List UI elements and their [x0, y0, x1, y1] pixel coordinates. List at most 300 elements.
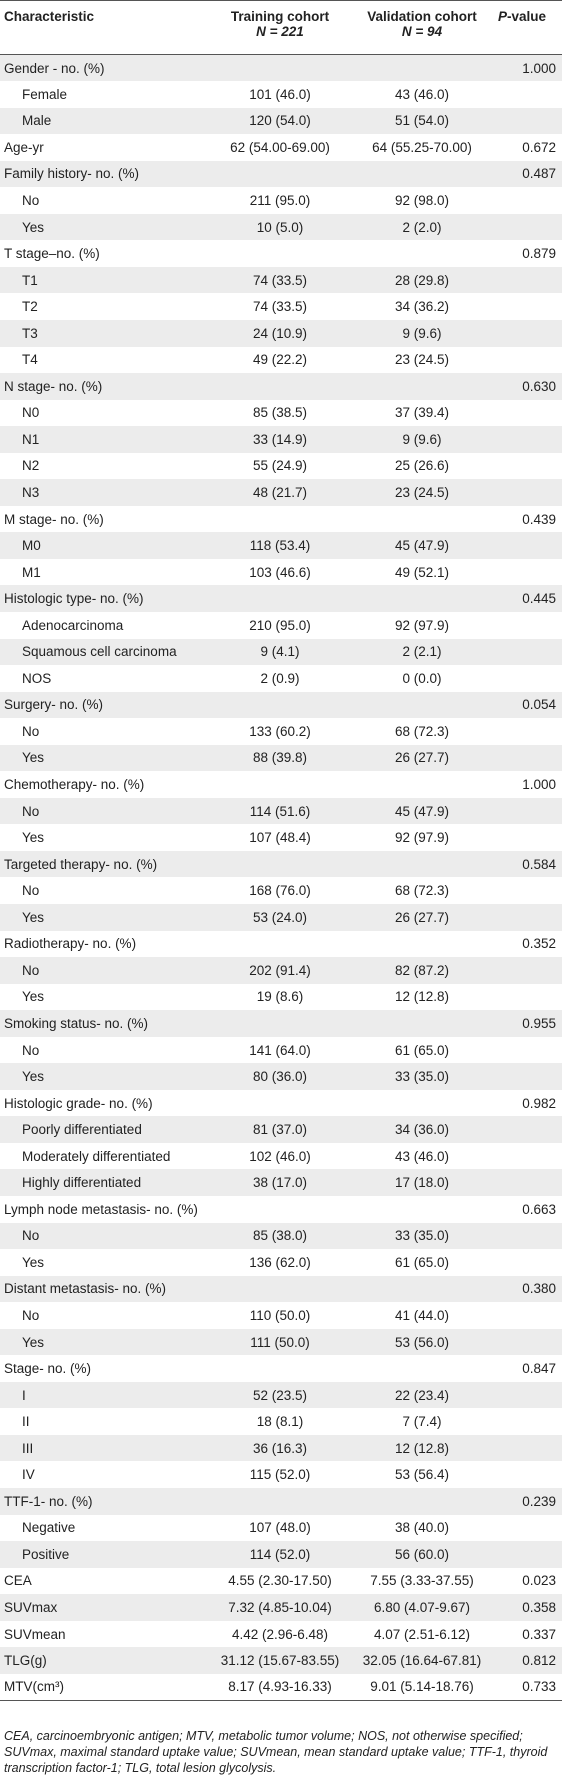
p-value: 0.672	[522, 139, 556, 155]
row-label: Negative	[22, 1520, 76, 1536]
p-value	[494, 1382, 562, 1409]
p-value	[494, 1037, 562, 1064]
validation-cohort-value: 9.01 (5.14-18.76)	[350, 1674, 494, 1701]
validation-cohort-value: 26 (27.7)	[394, 750, 450, 766]
validation-cohort-value: 22 (23.4)	[394, 1387, 450, 1403]
table-row-subcategory	[0, 267, 562, 294]
validation-cohort-value: 49 (52.1)	[394, 564, 450, 580]
p-value	[494, 267, 562, 294]
row-label: No	[22, 803, 40, 819]
row-label: M stage- no. (%)	[4, 511, 104, 527]
table-row-characteristic	[0, 1621, 562, 1648]
validation-cohort-value: 43 (46.0)	[394, 86, 450, 102]
validation-cohort-value: 38 (40.0)	[394, 1520, 450, 1536]
table-row-characteristic	[0, 1647, 562, 1674]
header-characteristic: Characteristic	[0, 1, 210, 55]
row-label: T2	[22, 299, 38, 315]
p-value	[494, 479, 562, 506]
p-value	[494, 639, 562, 666]
table-row-subcategory	[0, 187, 562, 214]
validation-cohort-value: 82 (87.2)	[394, 962, 450, 978]
validation-cohort-value: 43 (46.0)	[394, 1148, 450, 1164]
row-label: Moderately differentiated	[22, 1148, 171, 1164]
table-row-subcategory	[0, 612, 562, 639]
training-cohort-value: 85 (38.5)	[252, 405, 308, 421]
validation-cohort-value: 37 (39.4)	[394, 405, 450, 421]
training-cohort-value: 110 (50.0)	[249, 1307, 311, 1323]
row-label: Targeted therapy- no. (%)	[4, 856, 158, 872]
validation-cohort-value	[350, 771, 494, 798]
table-row-subcategory	[0, 559, 562, 586]
p-value: 0.054	[522, 697, 556, 713]
validation-cohort-value	[350, 692, 494, 719]
validation-cohort-value: 0 (0.0)	[402, 670, 442, 686]
row-label: N2	[22, 458, 40, 474]
training-cohort-value: 114 (51.6)	[249, 803, 311, 819]
training-cohort-value: 141 (64.0)	[249, 1042, 311, 1058]
training-cohort-value: 10 (5.0)	[256, 219, 304, 235]
p-value: 0.352	[522, 936, 556, 952]
p-value	[494, 957, 562, 984]
training-cohort-value: 24 (10.9)	[252, 325, 308, 341]
p-value	[494, 824, 562, 851]
p-value	[494, 745, 562, 772]
training-cohort-value: 31.12 (15.67-83.55)	[220, 1653, 340, 1669]
table-row-subcategory	[0, 718, 562, 745]
row-label: Histologic grade- no. (%)	[4, 1095, 153, 1111]
table-row-subcategory	[0, 1461, 562, 1488]
validation-cohort-value	[350, 585, 494, 612]
training-cohort-value	[210, 1090, 350, 1117]
table-row-subcategory	[0, 347, 562, 374]
table-row-subcategory	[0, 1223, 562, 1250]
p-value	[494, 1143, 562, 1170]
p-value: 1.000	[522, 777, 556, 793]
row-label: N stage- no. (%)	[4, 378, 103, 394]
p-value: 0.982	[522, 1095, 556, 1111]
row-label: TLG(g)	[4, 1653, 47, 1669]
validation-cohort-value	[350, 851, 494, 878]
p-value: 0.337	[522, 1626, 556, 1642]
training-cohort-value: 4.42 (2.96-6.48)	[231, 1626, 329, 1642]
training-cohort-value: 19 (8.6)	[256, 989, 304, 1005]
table-row-subcategory	[0, 479, 562, 506]
row-label: CEA	[4, 1573, 32, 1589]
row-label: Adenocarcinoma	[22, 617, 124, 633]
row-label: III	[22, 1440, 34, 1456]
p-value	[494, 1302, 562, 1329]
row-label: M1	[22, 564, 41, 580]
table-row-subcategory	[0, 957, 562, 984]
table-row-subcategory	[0, 639, 562, 666]
training-cohort-value: 52 (23.5)	[252, 1387, 308, 1403]
validation-cohort-value: 12 (12.8)	[394, 1440, 450, 1456]
training-cohort-value: 118 (53.4)	[249, 538, 311, 554]
table-row-characteristic	[0, 1488, 562, 1515]
table-row-characteristic	[0, 240, 562, 267]
p-value	[494, 1249, 562, 1276]
p-value: 0.445	[522, 591, 556, 607]
validation-cohort-value: 23 (24.5)	[394, 352, 450, 368]
table-row-subcategory	[0, 1382, 562, 1409]
training-cohort-value: 202 (91.4)	[249, 962, 311, 978]
training-cohort-value: 111 (50.0)	[250, 1334, 310, 1350]
table-row-subcategory	[0, 81, 562, 108]
row-label: T1	[22, 272, 38, 288]
training-cohort-value: 18 (8.1)	[256, 1414, 304, 1430]
training-cohort-value: 2 (0.9)	[260, 670, 300, 686]
row-label: N1	[22, 431, 40, 447]
p-value	[494, 108, 562, 135]
table-row-characteristic	[0, 55, 562, 82]
p-value: 0.380	[522, 1281, 556, 1297]
p-value	[494, 214, 562, 241]
row-label: Poorly differentiated	[22, 1122, 142, 1138]
validation-cohort-value: 4.07 (2.51-6.12)	[373, 1626, 471, 1642]
p-value: 0.584	[522, 856, 556, 872]
validation-cohort-value: 7 (7.4)	[402, 1414, 442, 1430]
training-cohort-value	[210, 585, 350, 612]
training-cohort-value: 62 (54.00-69.00)	[230, 139, 330, 155]
p-value	[494, 1063, 562, 1090]
table-row-subcategory	[0, 1063, 562, 1090]
training-cohort-value: 211 (95.0)	[249, 193, 311, 208]
row-label: No	[22, 1042, 40, 1058]
table-row-subcategory	[0, 214, 562, 241]
training-cohort-value: 49 (22.2)	[252, 352, 308, 368]
training-cohort-value: 85 (38.0)	[252, 1228, 308, 1244]
p-value: 0.239	[522, 1493, 556, 1509]
p-value	[494, 400, 562, 427]
p-value	[494, 347, 562, 374]
row-label: No	[22, 723, 40, 739]
header-row	[0, 1, 562, 55]
row-label: Yes	[22, 219, 45, 235]
row-label: T4	[22, 352, 38, 368]
validation-cohort-value: 34 (36.2)	[394, 299, 450, 315]
row-label: N3	[22, 485, 40, 501]
row-label: Yes	[22, 909, 45, 925]
p-value: 0.023	[522, 1573, 556, 1589]
row-label: No	[22, 962, 40, 978]
validation-cohort-value: 41 (44.0)	[394, 1307, 450, 1323]
row-label: M0	[22, 538, 41, 554]
training-cohort-value: 88 (39.8)	[252, 750, 308, 766]
training-cohort-value: 74 (33.5)	[252, 272, 308, 288]
p-value	[494, 984, 562, 1011]
validation-cohort-value	[350, 161, 494, 188]
validation-cohort-value	[350, 1196, 494, 1223]
table-row-characteristic	[0, 851, 562, 878]
table-row-characteristic	[0, 1568, 562, 1595]
row-label: Female	[22, 86, 68, 102]
row-label: Yes	[22, 1334, 45, 1350]
row-label: I	[22, 1387, 26, 1403]
table-footnote: CEA, carcinoembryonic antigen; MTV, metabolic tumor volume; NOS, not otherwise specified; SUVmax, maximal standard uptake value; SUVmean, mean standard uptake value; TTF-1, thyroid transcription factor-1; TLG, total lesion glycolysis.	[4, 1729, 548, 1775]
p-value	[494, 293, 562, 320]
p-value: 0.879	[522, 246, 556, 262]
table-row-characteristic	[0, 1010, 562, 1037]
training-cohort-value	[210, 1010, 350, 1037]
p-value: 0.663	[522, 1201, 556, 1217]
table-row-subcategory	[0, 1143, 562, 1170]
row-label: N0	[22, 405, 40, 421]
row-label: No	[22, 193, 40, 208]
training-cohort-value: 114 (52.0)	[249, 1546, 311, 1562]
validation-cohort-value: 45 (47.9)	[394, 538, 450, 554]
table-row-characteristic	[0, 692, 562, 719]
training-cohort-value	[210, 161, 350, 188]
training-cohort-value: 103 (46.6)	[249, 564, 311, 580]
table-row-subcategory	[0, 745, 562, 772]
row-label: Yes	[22, 989, 45, 1005]
p-value	[494, 1116, 562, 1143]
row-label: Surgery- no. (%)	[4, 697, 104, 713]
table-row-subcategory	[0, 798, 562, 825]
row-label: Family history- no. (%)	[4, 166, 140, 182]
table-row-characteristic	[0, 585, 562, 612]
row-label: Male	[22, 113, 52, 129]
validation-cohort-value: 92 (98.0)	[394, 193, 450, 208]
table-row-characteristic	[0, 1674, 562, 1701]
training-cohort-value	[210, 851, 350, 878]
training-cohort-value: 80 (36.0)	[252, 1069, 308, 1085]
training-cohort-value: 8.17 (4.93-16.33)	[210, 1674, 350, 1701]
training-cohort-value: 210 (95.0)	[249, 617, 311, 633]
row-label: TTF-1- no. (%)	[4, 1493, 93, 1509]
validation-cohort-value: 25 (26.6)	[394, 458, 450, 474]
p-value	[494, 665, 562, 692]
training-cohort-value: 168 (76.0)	[249, 883, 311, 899]
table-row-characteristic	[0, 1355, 562, 1382]
p-value	[494, 1408, 562, 1435]
row-label: Positive	[22, 1546, 70, 1562]
validation-cohort-value: 23 (24.5)	[394, 485, 450, 501]
validation-cohort-value: 32.05 (16.64-67.81)	[362, 1653, 482, 1669]
row-label: Yes	[22, 750, 45, 766]
validation-cohort-value	[350, 373, 494, 400]
header-training-n: N = 221	[256, 24, 304, 39]
row-label: T stage–no. (%)	[4, 246, 100, 262]
p-value: 0.630	[522, 378, 556, 394]
training-cohort-value: 4.55 (2.30-17.50)	[228, 1573, 332, 1589]
validation-cohort-value	[350, 1355, 494, 1382]
table-row-subcategory	[0, 1541, 562, 1568]
header-p-italic: P	[498, 9, 508, 24]
p-value: 1.000	[522, 60, 556, 76]
p-value: 0.955	[522, 1015, 556, 1031]
row-label: Yes	[22, 1254, 45, 1270]
p-value: 0.439	[522, 511, 556, 527]
training-cohort-value	[210, 692, 350, 719]
validation-cohort-value	[350, 240, 494, 267]
training-cohort-value	[210, 506, 350, 533]
p-value	[494, 532, 562, 559]
training-cohort-value: 9 (4.1)	[260, 644, 300, 660]
validation-cohort-value: 56 (60.0)	[394, 1546, 450, 1562]
validation-cohort-value: 33 (35.0)	[394, 1069, 450, 1085]
p-value	[494, 1329, 562, 1356]
row-label: Histologic type- no. (%)	[4, 591, 144, 607]
p-value	[494, 1435, 562, 1462]
p-value	[494, 1223, 562, 1250]
training-cohort-value	[210, 373, 350, 400]
table-row-subcategory	[0, 1302, 562, 1329]
training-cohort-value: 36 (16.3)	[252, 1440, 308, 1456]
p-value: 0.487	[522, 166, 556, 182]
p-value	[494, 320, 562, 347]
row-label: MTV(cm³)	[0, 1674, 210, 1701]
table-row-subcategory	[0, 665, 562, 692]
p-value: 0.847	[522, 1361, 556, 1377]
p-value	[494, 1169, 562, 1196]
training-cohort-value: 107 (48.4)	[249, 830, 311, 846]
row-label: NOS	[22, 670, 52, 686]
validation-cohort-value	[350, 1276, 494, 1303]
validation-cohort-value: 2 (2.1)	[402, 644, 442, 660]
table-row-subcategory	[0, 904, 562, 931]
validation-cohort-value: 9 (9.6)	[402, 325, 442, 341]
p-value	[494, 453, 562, 480]
table-row-subcategory	[0, 1515, 562, 1542]
table-row-characteristic	[0, 1276, 562, 1303]
validation-cohort-value	[350, 931, 494, 958]
header-p-suffix: -value	[507, 9, 547, 24]
row-label: Yes	[22, 830, 45, 846]
table-row-subcategory	[0, 426, 562, 453]
training-cohort-value	[210, 771, 350, 798]
table-row-subcategory	[0, 877, 562, 904]
validation-cohort-value	[350, 1090, 494, 1117]
row-label: Chemotherapy- no. (%)	[4, 777, 145, 793]
table-row-characteristic	[0, 1090, 562, 1117]
table-row-subcategory	[0, 453, 562, 480]
training-cohort-value: 102 (46.0)	[249, 1148, 311, 1164]
table-row-subcategory	[0, 1435, 562, 1462]
training-cohort-value: 33 (14.9)	[252, 431, 308, 447]
validation-cohort-value: 2 (2.0)	[402, 219, 442, 235]
p-value: 0.358	[522, 1599, 556, 1615]
row-label: II	[22, 1414, 30, 1430]
table-row-subcategory	[0, 1037, 562, 1064]
table-row-characteristic	[0, 373, 562, 400]
training-cohort-value: 115 (52.0)	[249, 1467, 311, 1483]
header-validation-n: N = 94	[401, 24, 443, 39]
training-cohort-value	[210, 1196, 350, 1223]
table-row-characteristic	[0, 1594, 562, 1621]
row-label: Radiotherapy- no. (%)	[4, 936, 137, 952]
validation-cohort-value: 51 (54.0)	[394, 113, 450, 129]
p-value	[494, 1515, 562, 1542]
header-validation-label: Validation cohort	[367, 9, 477, 24]
validation-cohort-value: 17 (18.0)	[394, 1175, 450, 1191]
table-row-characteristic	[0, 161, 562, 188]
validation-cohort-value: 28 (29.8)	[394, 272, 450, 288]
training-cohort-value	[210, 55, 350, 82]
header-p-value	[494, 1, 562, 55]
p-value: 0.733	[494, 1674, 562, 1701]
row-label: SUVmean	[4, 1626, 66, 1642]
table-header	[0, 1, 562, 55]
row-label: Gender - no. (%)	[4, 60, 105, 76]
validation-cohort-value: 33 (35.0)	[394, 1228, 450, 1244]
table-row-subcategory	[0, 400, 562, 427]
p-value	[494, 877, 562, 904]
row-label: Age-yr	[4, 139, 44, 155]
validation-cohort-value	[350, 1488, 494, 1515]
validation-cohort-value: 53 (56.0)	[394, 1334, 450, 1350]
table-row-characteristic	[0, 134, 562, 161]
training-cohort-value	[210, 931, 350, 958]
table-row-subcategory	[0, 1249, 562, 1276]
validation-cohort-value: 45 (47.9)	[394, 803, 450, 819]
training-cohort-value: 81 (37.0)	[252, 1122, 308, 1138]
p-value: 0.812	[522, 1653, 556, 1669]
training-cohort-value: 74 (33.5)	[252, 299, 308, 315]
table-row-subcategory	[0, 320, 562, 347]
header-training-label: Training cohort	[230, 9, 330, 24]
validation-cohort-value: 92 (97.9)	[394, 830, 450, 846]
p-value	[494, 426, 562, 453]
validation-cohort-value: 12 (12.8)	[394, 989, 450, 1005]
row-label: Highly differentiated	[22, 1175, 142, 1191]
training-cohort-value: 133 (60.2)	[249, 723, 311, 739]
training-cohort-value	[210, 240, 350, 267]
validation-cohort-value: 26 (27.7)	[394, 909, 450, 925]
training-cohort-value: 48 (21.7)	[252, 485, 308, 501]
training-cohort-value: 101 (46.0)	[249, 86, 311, 102]
table-row-characteristic	[0, 771, 562, 798]
training-cohort-value	[210, 1276, 350, 1303]
table-row-subcategory	[0, 293, 562, 320]
validation-cohort-value	[350, 1010, 494, 1037]
training-cohort-value	[210, 1355, 350, 1382]
validation-cohort-value: 34 (36.0)	[394, 1122, 450, 1138]
row-label: SUVmax	[4, 1599, 58, 1615]
training-cohort-value	[210, 1488, 350, 1515]
validation-cohort-value: 6.80 (4.07-9.67)	[373, 1599, 471, 1615]
training-cohort-value: 53 (24.0)	[252, 909, 308, 925]
table-row-characteristic	[0, 1196, 562, 1223]
training-cohort-value: 107 (48.0)	[249, 1520, 311, 1536]
validation-cohort-value: 68 (72.3)	[394, 723, 450, 739]
table-row-subcategory	[0, 1169, 562, 1196]
row-label: IV	[22, 1467, 35, 1483]
table-row-subcategory	[0, 108, 562, 135]
table-row-subcategory	[0, 532, 562, 559]
row-label: Yes	[22, 1069, 45, 1085]
p-value	[494, 559, 562, 586]
validation-cohort-value: 53 (56.4)	[394, 1467, 450, 1483]
header-training-cohort	[210, 1, 350, 55]
row-label: No	[22, 883, 40, 899]
training-cohort-value: 7.32 (4.85-10.04)	[228, 1599, 332, 1615]
header-validation-cohort	[350, 1, 494, 55]
validation-cohort-value: 92 (97.9)	[394, 617, 450, 633]
table-row-subcategory	[0, 1329, 562, 1356]
validation-cohort-value	[350, 55, 494, 82]
row-label: Stage- no. (%)	[4, 1361, 92, 1377]
row-label: No	[22, 1228, 40, 1244]
training-cohort-value: 38 (17.0)	[252, 1175, 308, 1191]
validation-cohort-value: 61 (65.0)	[394, 1254, 450, 1270]
validation-cohort-value	[350, 506, 494, 533]
validation-cohort-value: 68 (72.3)	[394, 883, 450, 899]
p-value	[494, 1541, 562, 1568]
table-body	[0, 55, 562, 1701]
table-row-characteristic	[0, 931, 562, 958]
row-label: Lymph node metastasis- no. (%)	[4, 1201, 198, 1217]
